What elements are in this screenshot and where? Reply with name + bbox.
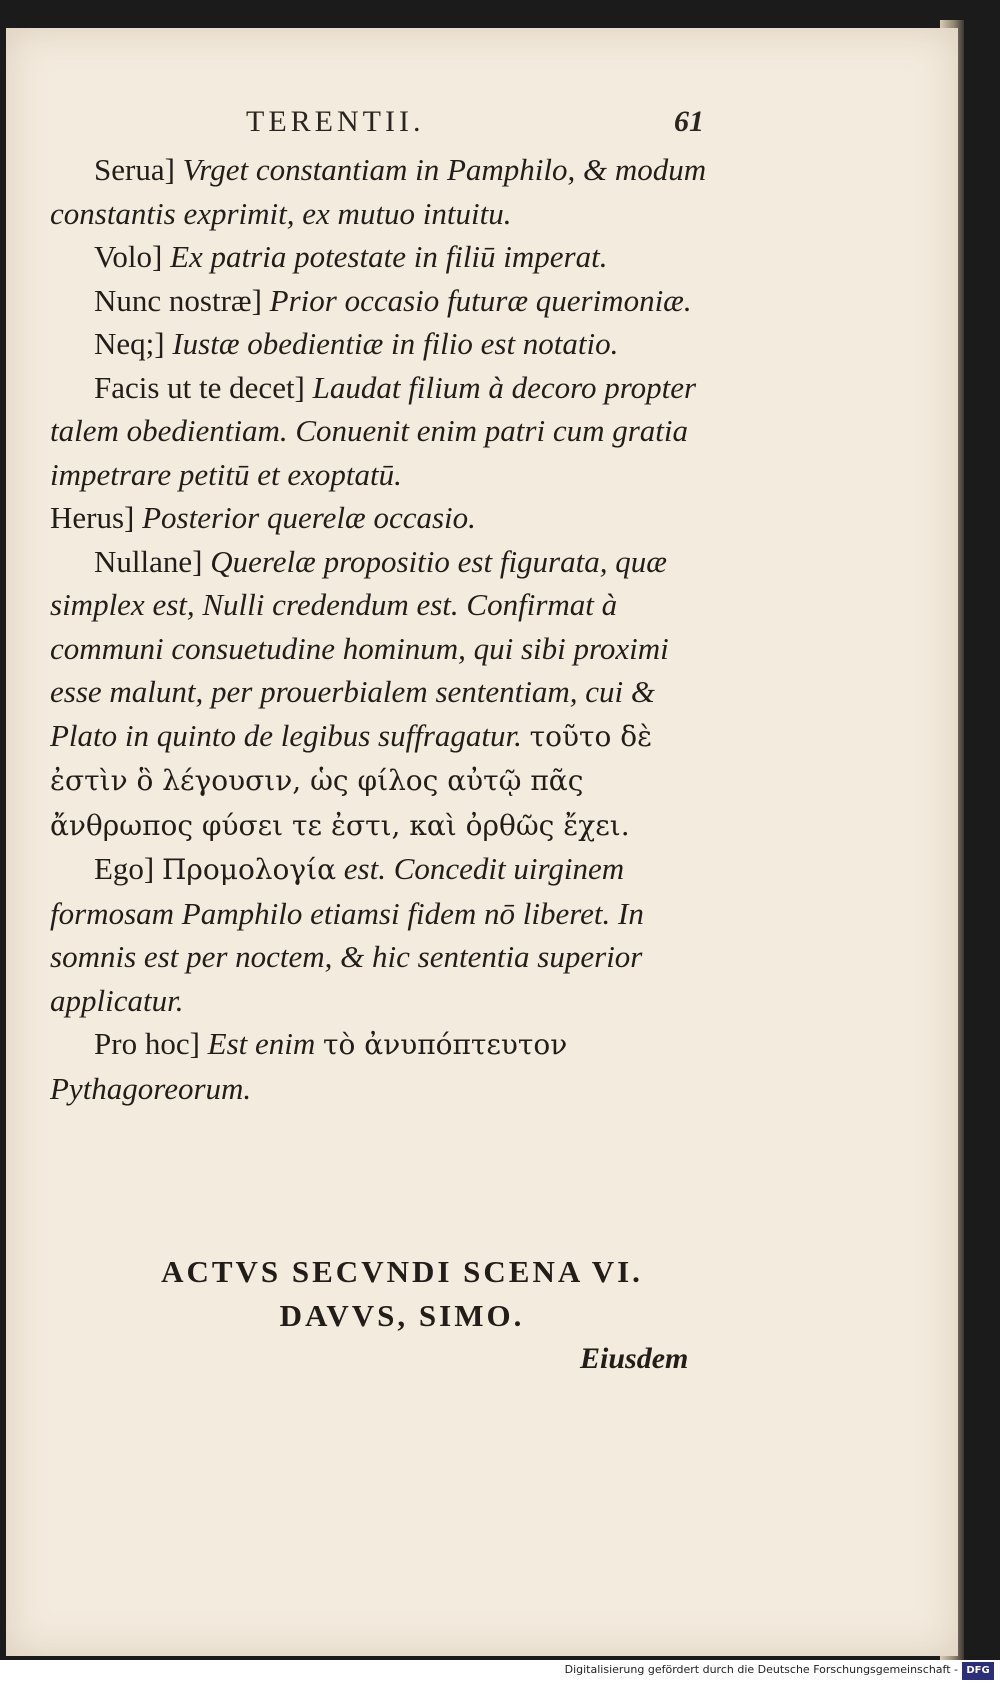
commentary-paragraph (50, 496, 710, 540)
funding-note: Digitalisierung gefördert durch die Deutsche Forschungsgemeinschaft - (564, 1663, 958, 1676)
note-text: est. Concedit uirginem formosam Pamphilo etiamsi fidem nō liberet. In somnis est per noctem, & hic sententia superior applicatur. (50, 851, 644, 1018)
commentary-paragraph (50, 322, 710, 366)
act-heading (92, 1250, 712, 1338)
note-text: Iustæ obedientiæ in filio est notatio. (172, 326, 619, 361)
commentary-paragraph (50, 540, 710, 848)
lemma: Pro hoc] (94, 1026, 200, 1061)
lemma: Herus] (50, 500, 135, 535)
greek-term: τὸ ἀνυπόπτευτον (323, 1028, 568, 1061)
commentary-text (50, 148, 710, 1110)
commentary-paragraph (50, 1022, 710, 1110)
note-text: Ex patria potestate in filiū imperat. (170, 239, 608, 274)
folio-number: 61 (674, 105, 704, 138)
act-heading-line: ACTVS SECVNDI SCENA VI. (161, 1254, 643, 1289)
note-text: Posterior querelæ occasio. (142, 500, 476, 535)
lemma: Facis ut te decet] (94, 369, 305, 405)
lemma: Nullane] (94, 543, 203, 579)
note-text: Vrget constantiam in Pamphilo, & modum constantis exprimit, ex mutuo intuitu. (50, 152, 707, 231)
greek-term: Προμολογία (162, 853, 337, 886)
lemma: Serua] (94, 152, 175, 187)
lemma: Nunc nostræ] (94, 282, 262, 318)
running-title: TERENTII. (246, 105, 425, 138)
commentary-paragraph (50, 847, 710, 1022)
lemma: Neq;] (94, 326, 165, 361)
commentary-paragraph (50, 366, 710, 497)
note-text: Est enim (207, 1026, 316, 1061)
note-text: Prior occasio futuræ querimoniæ. (269, 282, 692, 318)
note-text: Querelæ propositio est figurata, quæ simplex est, Nulli credendum est. Confirmat à communi consuetudine hominum, qui sibi proximi esse malunt, per prouerbialem sententiam, cui & Plato in quinto de legibus suffragatur. (50, 543, 669, 753)
catchword: Eiusdem (580, 1342, 689, 1375)
commentary-paragraph (50, 279, 710, 323)
note-text-end: Pythagoreorum. (50, 1070, 252, 1106)
lemma: Ego] (94, 851, 155, 886)
act-characters: DAVVS, SIMO. (279, 1298, 525, 1333)
lemma: Volo] (94, 239, 163, 274)
digitization-footer (0, 1660, 1000, 1684)
commentary-paragraph (50, 235, 710, 279)
commentary-paragraph (50, 148, 710, 235)
running-header (246, 105, 706, 145)
note-text: Laudat filium à decoro propter talem obedientiam. Conuenit enim patri cum gratia impetrare petitū et exoptatū. (50, 369, 697, 492)
greek-quotation: τοῦτο δὲ ἐστὶν ὃ λέγουσιν, ὡς φίλος αὐτῷ πᾶς ἄνθρωπος φύσει τε ἐστι, καὶ ὀρθῶς ἔχει. (50, 719, 653, 842)
dfg-logo: DFG (962, 1662, 994, 1680)
